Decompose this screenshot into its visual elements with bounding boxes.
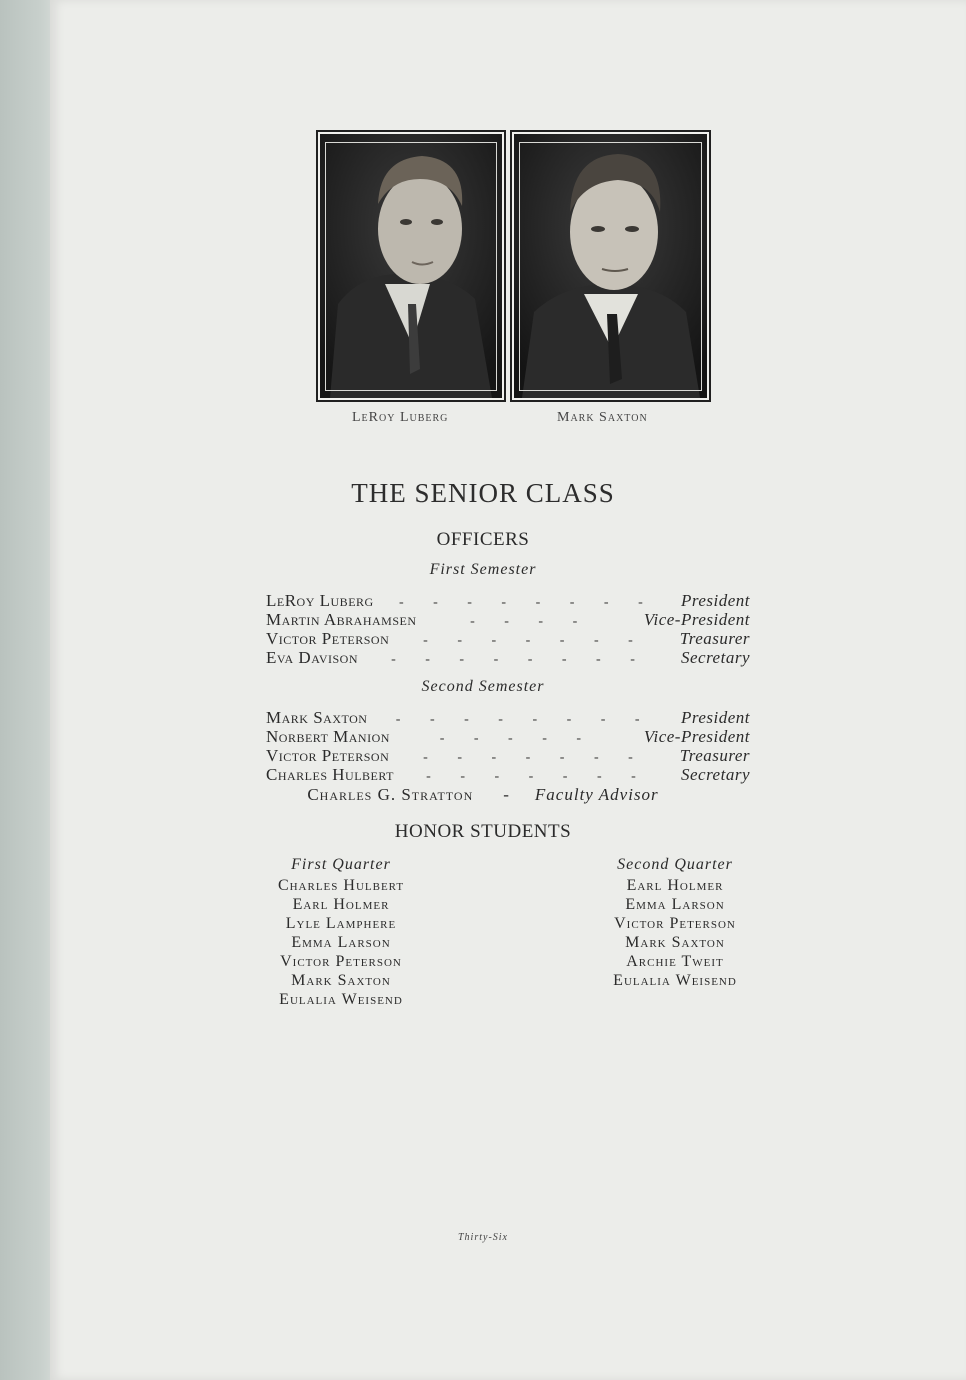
- officer-row: [266, 765, 750, 784]
- photo-frame: [325, 142, 497, 391]
- honor-student-name: Archie Tweit: [626, 953, 724, 970]
- honor-student-name: Earl Holmer: [626, 877, 724, 894]
- officer-row: [266, 648, 750, 667]
- dash-leader: - - - - - - - -: [391, 652, 648, 667]
- honor-student-name: Charles Hulbert: [277, 877, 405, 894]
- officer-row: [266, 708, 750, 727]
- officer-role: Vice-President: [643, 610, 750, 629]
- page-number: Thirty-Six: [458, 1232, 508, 1243]
- second-semester-heading: Second Semester: [421, 678, 545, 695]
- officer-role: Secretary: [680, 648, 750, 667]
- dash-leader: - - - - - - -: [423, 750, 646, 765]
- officer-role: Treasurer: [679, 629, 750, 648]
- second-quarter-heading: Second Quarter: [617, 856, 733, 873]
- second-quarter-column: [570, 854, 780, 990]
- officer-name: Victor Peterson: [266, 629, 390, 648]
- faculty-advisor-row: [0, 785, 966, 804]
- dash-leader: - - - - - - -: [423, 633, 646, 648]
- photo-caption-luberg: LeRoy Luberg: [352, 410, 449, 425]
- honor-student-name: Mark Saxton: [625, 934, 725, 951]
- dash-leader: - - - - - - - -: [395, 712, 653, 727]
- officer-name: Charles Hulbert: [266, 765, 394, 784]
- officer-name: Norbert Manion: [266, 727, 390, 746]
- first-quarter-column: [236, 854, 446, 1009]
- officer-name: Mark Saxton: [266, 708, 368, 727]
- officer-role: President: [680, 591, 750, 610]
- dash-leader: -: [503, 785, 509, 804]
- officer-role: Secretary: [680, 765, 750, 784]
- first-quarter-heading: First Quarter: [291, 856, 391, 873]
- honor-student-name: Emma Larson: [291, 934, 391, 951]
- officers-heading: OFFICERS: [436, 529, 530, 550]
- officer-role: President: [680, 708, 750, 727]
- officer-row: [266, 727, 750, 746]
- honor-student-name: Lyle Lamphere: [285, 915, 397, 932]
- officer-row: [266, 746, 750, 765]
- dash-leader: - - - - - - -: [426, 769, 649, 784]
- honor-student-name: Eulalia Weisend: [613, 972, 737, 989]
- honor-student-name: Victor Peterson: [614, 915, 736, 932]
- first-semester-heading: First Semester: [429, 561, 537, 578]
- honor-student-name: Earl Holmer: [292, 896, 390, 913]
- honor-students-heading: HONOR STUDENTS: [394, 821, 572, 842]
- officer-role: Treasurer: [679, 746, 750, 765]
- officer-row: [266, 610, 750, 629]
- officer-name: LeRoy Luberg: [266, 591, 374, 610]
- officer-name: Victor Peterson: [266, 746, 390, 765]
- officer-row: [266, 629, 750, 648]
- advisor-role: Faculty Advisor: [534, 785, 659, 804]
- officer-name: Martin Abrahamsen: [266, 610, 417, 629]
- photo-frame: [519, 142, 702, 391]
- portrait-photo-saxton: [512, 132, 709, 400]
- honor-student-name: Victor Peterson: [280, 953, 402, 970]
- officer-name: Eva Davison: [266, 648, 358, 667]
- honor-student-name: Eulalia Weisend: [279, 991, 403, 1008]
- honor-student-name: Emma Larson: [625, 896, 725, 913]
- officer-role: Vice-President: [643, 727, 750, 746]
- advisor-name: Charles G. Stratton: [307, 785, 474, 804]
- dash-leader: - - - -: [470, 614, 591, 629]
- dash-leader: - - - - -: [439, 731, 595, 746]
- page-title: THE SENIOR CLASS: [351, 478, 615, 508]
- honor-student-name: Mark Saxton: [291, 972, 391, 989]
- officer-row: [266, 591, 750, 610]
- photo-caption-saxton: Mark Saxton: [557, 410, 648, 425]
- dash-leader: - - - - - - - -: [398, 595, 656, 610]
- portrait-photo-luberg: [318, 132, 504, 400]
